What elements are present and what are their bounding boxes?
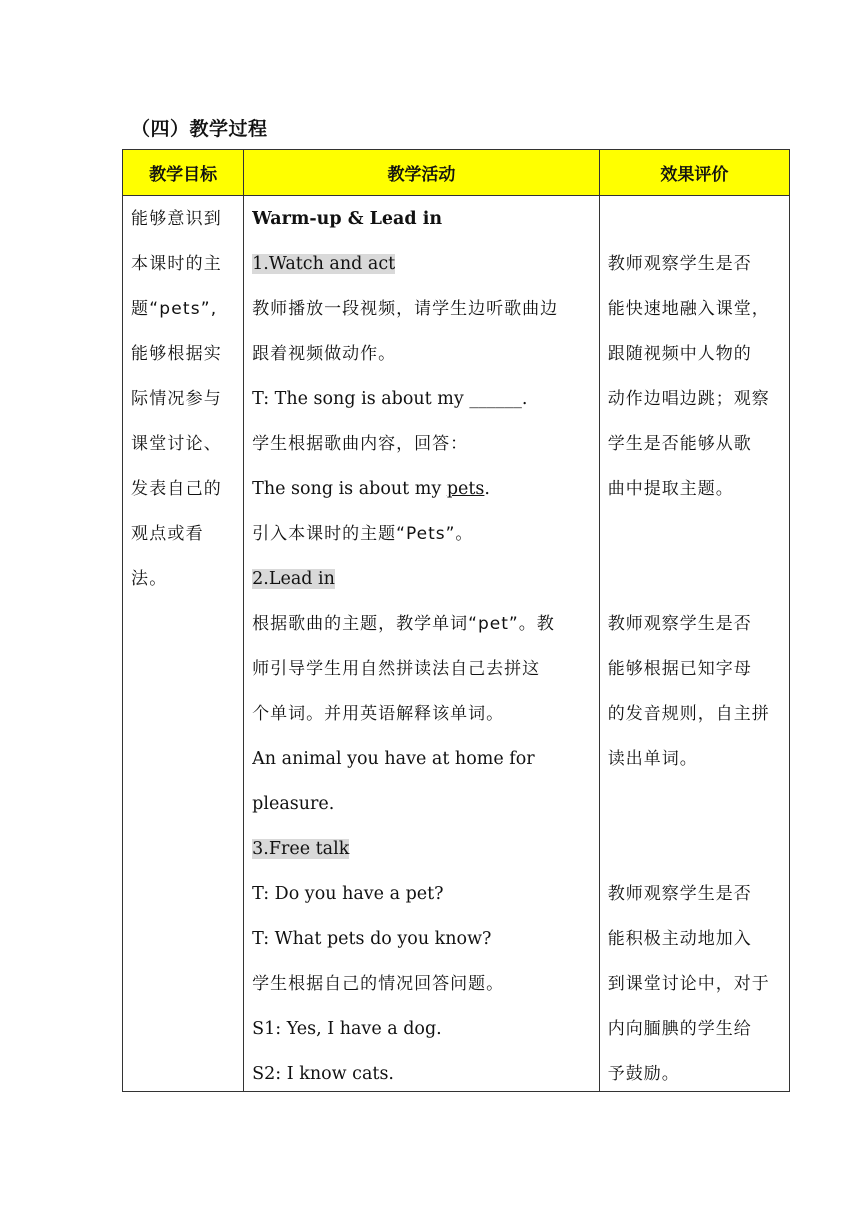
goal-line: 本课时的主: [131, 254, 222, 274]
activity-line: An animal you have at home for: [252, 749, 535, 769]
section-title: （四）教学过程: [131, 118, 268, 140]
activity-line: 根据歌曲的主题，教学单词“pet”。教: [252, 614, 555, 634]
evaluation-line: 能够根据已知字母: [607, 659, 752, 679]
step1-label: 1.Watch and act: [252, 254, 396, 274]
goal-line: 能够意识到: [131, 209, 222, 229]
evaluation-line: 学生是否能够从歌: [607, 434, 752, 454]
answer-word: pets: [446, 479, 485, 499]
activity-line: T: What pets do you know?: [252, 929, 492, 949]
goal-line: 际情况参与: [131, 389, 222, 409]
activity-line: 师引导学生用自然拼读法自己去拼这: [252, 659, 541, 679]
stage-title: Warm-up & Lead in: [252, 209, 443, 229]
header-teaching-activities: 教学活动: [244, 150, 600, 196]
answer-end: .: [484, 479, 490, 499]
evaluation-line: 能快速地融入课堂，: [607, 299, 770, 319]
activity-line: 引入本课时的主题“Pets”。: [252, 524, 474, 544]
activity-line: T: The song is about my ______.: [252, 389, 528, 409]
evaluation-line: 曲中提取主题。: [607, 479, 734, 499]
evaluation-line: 教师观察学生是否: [607, 614, 752, 634]
activity-line: T: Do you have a pet?: [252, 884, 444, 904]
goals-cell: [123, 196, 244, 1092]
goal-line: 题“pets”,: [131, 299, 218, 319]
evaluation-line: 教师观察学生是否: [607, 884, 752, 904]
goal-line: 观点或看: [131, 524, 204, 544]
evaluation-line: 予鼓励。: [607, 1064, 680, 1084]
evaluation-line: 跟随视频中人物的: [607, 344, 752, 364]
evaluation-line: 读出单词。: [607, 749, 698, 769]
evaluation-cell: [599, 196, 789, 1092]
evaluation-line: 内向腼腆的学生给: [607, 1019, 752, 1039]
goal-line: 发表自己的: [131, 479, 222, 499]
evaluation-line: 的发音规则，自主拼: [607, 704, 770, 724]
activity-line: 个单词。并用英语解释该单词。: [252, 704, 505, 724]
header-effect-evaluation: 效果评价: [599, 150, 789, 196]
evaluation-line: 到课堂讨论中，对于: [607, 974, 770, 994]
activity-line: 学生根据歌曲内容，回答：: [252, 434, 469, 454]
answer-line: [252, 474, 593, 519]
activity-line: 教师播放一段视频，请学生边听歌曲边: [252, 299, 559, 319]
goal-line: 课堂讨论、: [131, 434, 222, 454]
goal-line: 能够根据实: [131, 344, 222, 364]
activity-line: 学生根据自己的情况回答问题。: [252, 974, 505, 994]
step3-label: 3.Free talk: [252, 839, 350, 859]
header-teaching-goals: 教学目标: [123, 150, 244, 196]
activities-cell: [244, 196, 600, 1092]
table-row: [123, 196, 790, 1092]
answer-text: The song is about my: [252, 479, 447, 499]
activity-line: pleasure.: [252, 794, 335, 814]
goal-line: 法。: [131, 569, 168, 589]
activity-line: S1: Yes, I have a dog.: [252, 1019, 442, 1039]
table-header-row: [123, 150, 790, 196]
evaluation-line: 动作边唱边跳；观察: [607, 389, 770, 409]
evaluation-line: 能积极主动地加入: [607, 929, 752, 949]
activity-line: 跟着视频做动作。: [252, 344, 397, 364]
evaluation-line: 教师观察学生是否: [607, 254, 752, 274]
activity-line: S2: I know cats.: [252, 1064, 394, 1084]
step2-label: 2.Lead in: [252, 569, 335, 589]
teaching-process-table: [122, 149, 790, 1092]
